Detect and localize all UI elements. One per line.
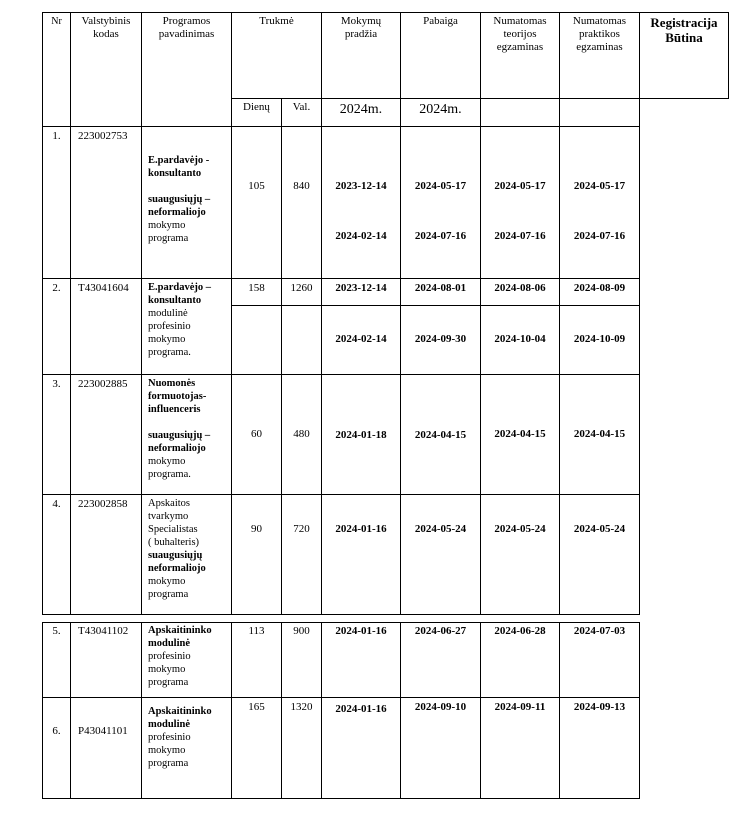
row-5-nr: 5. <box>52 625 61 637</box>
program-name-line: E.pardavėjo - <box>148 155 210 166</box>
header-practice-line: Numatomas <box>572 15 627 27</box>
row-2-days: 158 <box>248 282 265 294</box>
row-4-start: 2024-01-16 <box>335 523 387 535</box>
row-5-days: 113 <box>248 625 265 637</box>
program-name-line: programa <box>148 589 189 600</box>
row-6-end: 2024-09-10 <box>414 701 467 713</box>
header-start-line: pradžia <box>344 28 378 40</box>
table-border <box>42 278 640 279</box>
row-4-hours: 720 <box>293 523 310 535</box>
program-name-line: tvarkymo <box>148 511 189 522</box>
row-1-end-1: 2024-05-17 <box>414 180 467 192</box>
program-name-line: Nuomonės <box>148 378 196 389</box>
row-1-practice-1: 2024-05-17 <box>573 180 626 192</box>
row-1-end-2: 2024-07-16 <box>414 230 467 242</box>
program-name-line: mokymo <box>148 456 186 467</box>
row-4-code: 223002858 <box>78 498 128 510</box>
header-start <box>322 15 400 41</box>
row-3-hours: 480 <box>293 428 310 440</box>
header-registration-line: Būtina <box>665 30 703 45</box>
header-duration: Trukmė <box>259 15 294 27</box>
table-border <box>728 12 729 99</box>
row-6-theory: 2024-09-11 <box>494 701 546 713</box>
program-name-line: modulinė <box>148 308 188 319</box>
header-start-line: Mokymų <box>340 15 382 27</box>
program-name-line: Apskaitininko <box>148 706 212 717</box>
program-name-line: Apskaitininko <box>148 625 212 636</box>
row-3-code: 223002885 <box>78 378 128 390</box>
header-end-year: 2024m. <box>419 102 462 117</box>
header-theory-line: teorijos <box>503 28 537 40</box>
row-2-end-2: 2024-09-30 <box>414 333 467 345</box>
program-name-line: programa. <box>148 347 191 358</box>
row-2-practice-2: 2024-10-09 <box>573 333 626 345</box>
program-name-line: modulinė <box>148 719 191 730</box>
table-border <box>42 697 640 698</box>
row-1-days: 105 <box>248 180 265 192</box>
row-3-days: 60 <box>251 428 262 440</box>
header-theory-line: egzaminas <box>496 41 544 53</box>
program-name-line: mokymo <box>148 745 186 756</box>
table-border <box>639 622 640 799</box>
row-2-start-2: 2024-02-14 <box>335 333 387 345</box>
program-name-line: modulinė <box>148 638 191 649</box>
program-name-line: mokymo <box>148 576 186 587</box>
program-name-line: konsultanto <box>148 168 202 179</box>
program-name-line: mokymo <box>148 334 186 345</box>
program-name-line: ( buhalteris) <box>148 537 200 548</box>
row-1-hours: 840 <box>293 180 310 192</box>
row-3-program-name <box>148 377 230 481</box>
header-hours: Val. <box>292 101 311 113</box>
header-name-line: pavadinimas <box>158 28 215 40</box>
program-name-line: Apskaitos <box>148 498 190 509</box>
program-name-line: programa <box>148 677 189 688</box>
table-border <box>141 12 142 615</box>
row-4-days: 90 <box>251 523 262 535</box>
row-5-practice: 2024-07-03 <box>573 625 626 637</box>
table-border <box>141 622 142 799</box>
table-border <box>42 622 640 623</box>
header-code-line: Valstybinis <box>81 15 131 27</box>
row-5-hours: 900 <box>293 625 310 637</box>
row-2-practice-1: 2024-08-09 <box>573 282 626 294</box>
row-4-end: 2024-05-24 <box>414 523 467 535</box>
row-2-program-name <box>148 281 230 359</box>
table-border <box>42 374 640 375</box>
header-practice-line: praktikos <box>579 28 620 40</box>
program-name-line: mokymo <box>148 664 186 675</box>
row-2-end-1: 2024-08-01 <box>414 282 467 294</box>
table-border <box>640 98 729 99</box>
program-name-line: suaugusiųjų – <box>148 430 211 441</box>
table-border <box>42 12 43 615</box>
table-border <box>42 494 640 495</box>
table-border <box>42 126 640 127</box>
row-2-hours: 1260 <box>290 282 313 294</box>
row-6-nr: 6. <box>52 725 61 737</box>
row-2-code: T43041604 <box>78 282 129 294</box>
header-nr: Nr <box>51 16 62 27</box>
row-4-program-name <box>148 497 230 601</box>
table-border <box>70 12 71 615</box>
table-border <box>70 622 71 799</box>
program-name-line: neformaliojo <box>148 443 206 454</box>
header-code <box>71 15 141 41</box>
program-name-line <box>148 180 230 193</box>
header-days: Dienų <box>243 101 270 113</box>
program-name-line: programa <box>148 758 189 769</box>
program-name-line: suaugusiųjų <box>148 550 203 561</box>
table-border <box>232 98 640 99</box>
row-3-start: 2024-01-18 <box>335 429 387 441</box>
header-practice-exam <box>560 15 639 54</box>
row-2-theory-2: 2024-10-04 <box>494 333 546 345</box>
row-6-practice: 2024-09-13 <box>573 701 626 713</box>
table-border <box>42 798 640 799</box>
row-5-program-name <box>148 624 230 689</box>
table-border <box>42 614 640 615</box>
row-5-end: 2024-06-27 <box>414 625 467 637</box>
table-border <box>232 305 640 306</box>
row-3-theory: 2024-04-15 <box>494 428 546 440</box>
row-2-nr: 2. <box>52 282 61 294</box>
row-1-start-1: 2023-12-14 <box>335 180 387 192</box>
program-name-line: E.pardavėjo – <box>148 282 211 293</box>
header-end: Pabaiga <box>423 15 458 27</box>
program-name-line: profesinio <box>148 651 191 662</box>
program-name-line: programa <box>148 233 189 244</box>
header-name-line: Programos <box>162 15 211 27</box>
row-1-theory-1: 2024-05-17 <box>494 180 546 192</box>
row-1-nr: 1. <box>52 130 61 142</box>
row-1-practice-2: 2024-07-16 <box>573 230 626 242</box>
table-border <box>281 98 282 615</box>
row-6-days: 165 <box>248 701 265 713</box>
program-name-line: suaugusiųjų – <box>148 194 211 205</box>
row-3-nr: 3. <box>52 378 61 390</box>
header-registration <box>640 15 728 45</box>
program-name-line: programa. <box>148 469 191 480</box>
header-code-line: kodas <box>93 28 119 40</box>
header-theory-exam <box>481 15 559 54</box>
row-1-theory-2: 2024-07-16 <box>494 230 546 242</box>
row-6-code: P43041101 <box>78 725 128 737</box>
row-5-theory: 2024-06-28 <box>494 625 546 637</box>
row-1-code: 223002753 <box>78 130 128 142</box>
table-border <box>640 12 729 13</box>
header-practice-line: egzaminas <box>576 41 623 53</box>
program-name-line: neformaliojo <box>148 207 206 218</box>
header-program-name <box>142 15 231 41</box>
program-name-line: konsultanto <box>148 295 202 306</box>
header-start-year: 2024m. <box>339 102 383 117</box>
row-4-nr: 4. <box>52 498 61 510</box>
program-name-line: mokymo <box>148 220 186 231</box>
row-6-hours: 1320 <box>290 701 313 713</box>
row-5-start: 2024-01-16 <box>335 625 387 637</box>
row-1-program-name <box>148 154 230 245</box>
table-border <box>42 12 640 13</box>
row-6-program-name <box>148 705 230 770</box>
header-registration-line: Registracija <box>650 15 718 30</box>
row-1-start-2: 2024-02-14 <box>335 230 387 242</box>
row-3-practice: 2024-04-15 <box>573 428 626 440</box>
table-border <box>42 622 43 799</box>
table-border <box>639 12 640 615</box>
row-4-practice: 2024-05-24 <box>573 523 626 535</box>
program-name-line: Specialistas <box>148 524 198 535</box>
program-name-line: neformaliojo <box>148 563 206 574</box>
program-name-line: formuotojas- <box>148 391 207 402</box>
row-4-theory: 2024-05-24 <box>494 523 546 535</box>
row-2-theory-1: 2024-08-06 <box>494 282 546 294</box>
row-3-end: 2024-04-15 <box>414 429 467 441</box>
row-5-code: T43041102 <box>78 625 129 637</box>
row-2-start-1: 2023-12-14 <box>335 282 387 294</box>
program-name-line <box>148 416 230 429</box>
header-theory-line: Numatomas <box>493 15 547 27</box>
program-name-line: profesinio <box>148 321 191 332</box>
program-name-line: influenceris <box>148 404 201 415</box>
program-name-line: profesinio <box>148 732 191 743</box>
row-6-start: 2024-01-16 <box>335 703 387 715</box>
